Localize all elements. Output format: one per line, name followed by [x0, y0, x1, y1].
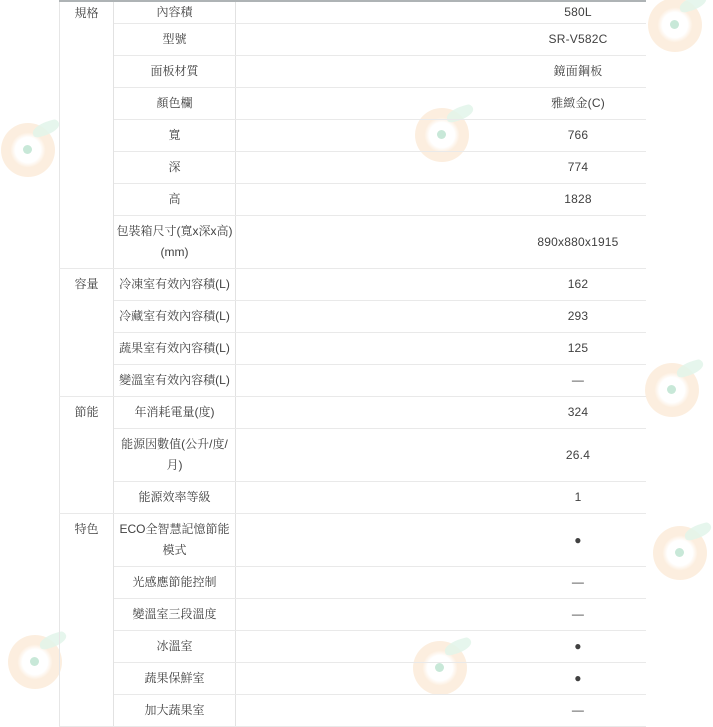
- spec-value-cell: —: [511, 365, 646, 397]
- spec-label-cell: 內容積: [114, 1, 236, 24]
- spec-label-cell: 冷藏室有效內容積(L): [114, 301, 236, 333]
- watermark-leaf-icon: [683, 521, 713, 541]
- store-logo-watermark-icon: [3, 630, 67, 694]
- spec-label-cell: 蔬果保鮮室: [114, 663, 236, 695]
- spec-label-cell: 蔬果室有效內容積(L): [114, 333, 236, 365]
- category-cell: 特色: [60, 514, 114, 727]
- spec-label-cell: 面板材質: [114, 56, 236, 88]
- spec-value-cell: 1828: [511, 184, 646, 216]
- spec-label-cell: 冰溫室: [114, 631, 236, 663]
- store-logo-watermark-icon: [0, 118, 60, 182]
- spec-label-cell: 型號: [114, 24, 236, 56]
- spacer-cell: [236, 1, 511, 24]
- table-row: [60, 56, 646, 88]
- spacer-cell: [236, 88, 511, 120]
- spec-value-cell: 125: [511, 333, 646, 365]
- table-row: [60, 184, 646, 216]
- table-row: [60, 567, 646, 599]
- spec-value-cell: 26.4: [511, 429, 646, 482]
- spec-value-cell: ●: [511, 631, 646, 663]
- table-row: [60, 631, 646, 663]
- spec-value-cell: 293: [511, 301, 646, 333]
- store-logo-watermark-icon: [643, 0, 707, 57]
- category-cell: 容量: [60, 269, 114, 397]
- spec-value-cell: 890x880x1915: [511, 216, 646, 269]
- spacer-cell: [236, 631, 511, 663]
- spec-value-cell: —: [511, 695, 646, 727]
- watermark-dot: [675, 548, 684, 557]
- watermark-dot: [670, 20, 679, 29]
- table-row: [60, 663, 646, 695]
- table-row: [60, 695, 646, 727]
- spec-label-cell: 變溫室三段溫度: [114, 599, 236, 631]
- spacer-cell: [236, 663, 511, 695]
- spacer-cell: [236, 216, 511, 269]
- table-row: [60, 514, 646, 567]
- spec-value-cell: 774: [511, 152, 646, 184]
- spacer-cell: [236, 482, 511, 514]
- watermark-ring: [1, 123, 55, 177]
- spec-value-cell: —: [511, 599, 646, 631]
- watermark-dot: [667, 385, 676, 394]
- watermark-ring: [8, 635, 62, 689]
- table-row: [60, 152, 646, 184]
- table-row: [60, 333, 646, 365]
- table-row: [60, 397, 646, 429]
- spec-table-container: [59, 0, 645, 727]
- store-logo-watermark-icon: [648, 521, 712, 585]
- table-row: [60, 269, 646, 301]
- spec-value-cell: ●: [511, 514, 646, 567]
- spec-value-cell: 324: [511, 397, 646, 429]
- spec-label-cell: 顏色欄: [114, 88, 236, 120]
- spacer-cell: [236, 599, 511, 631]
- spacer-cell: [236, 24, 511, 56]
- spec-value-cell: ●: [511, 663, 646, 695]
- spacer-cell: [236, 695, 511, 727]
- spacer-cell: [236, 56, 511, 88]
- watermark-ring: [653, 526, 707, 580]
- watermark-leaf-icon: [675, 358, 705, 378]
- spacer-cell: [236, 333, 511, 365]
- spec-value-cell: 鏡面鋼板: [511, 56, 646, 88]
- spec-value-cell: 766: [511, 120, 646, 152]
- spec-label-cell: ECO全智慧記憶節能模式: [114, 514, 236, 567]
- spec-value-cell: 580L: [511, 1, 646, 24]
- table-row: [60, 599, 646, 631]
- table-row: [60, 301, 646, 333]
- spec-label-cell: 能源效率等級: [114, 482, 236, 514]
- spec-label-cell: 能源因數值(公升/度/月): [114, 429, 236, 482]
- spec-label-cell: 寬: [114, 120, 236, 152]
- table-row: [60, 24, 646, 56]
- table-row: [60, 1, 646, 24]
- category-cell: 節能: [60, 397, 114, 514]
- watermark-ring: [648, 0, 702, 52]
- spacer-cell: [236, 184, 511, 216]
- store-logo-watermark-icon: [640, 358, 704, 422]
- spec-value-cell: —: [511, 567, 646, 599]
- spacer-cell: [236, 514, 511, 567]
- spacer-cell: [236, 301, 511, 333]
- spacer-cell: [236, 269, 511, 301]
- table-row: [60, 429, 646, 482]
- spacer-cell: [236, 567, 511, 599]
- spec-label-cell: 加大蔬果室: [114, 695, 236, 727]
- spec-label-cell: 光感應節能控制: [114, 567, 236, 599]
- spec-label-cell: 冷凍室有效內容積(L): [114, 269, 236, 301]
- table-row: [60, 120, 646, 152]
- spec-table: [59, 0, 646, 727]
- watermark-dot: [23, 145, 32, 154]
- table-row: [60, 365, 646, 397]
- spec-value-cell: 162: [511, 269, 646, 301]
- table-row: [60, 88, 646, 120]
- spacer-cell: [236, 152, 511, 184]
- spec-label-cell: 高: [114, 184, 236, 216]
- table-row: [60, 482, 646, 514]
- spacer-cell: [236, 397, 511, 429]
- spacer-cell: [236, 365, 511, 397]
- watermark-leaf-icon: [678, 0, 708, 14]
- spec-label-cell: 深: [114, 152, 236, 184]
- category-cell: 規格: [60, 1, 114, 269]
- spec-label-cell: 包裝箱尺寸(寬x深x高)(mm): [114, 216, 236, 269]
- watermark-ring: [645, 363, 699, 417]
- table-row: [60, 216, 646, 269]
- watermark-dot: [30, 657, 39, 666]
- spec-value-cell: 雅緻金(C): [511, 88, 646, 120]
- spec-label-cell: 變溫室有效內容積(L): [114, 365, 236, 397]
- spec-value-cell: SR-V582C: [511, 24, 646, 56]
- spec-label-cell: 年消耗電量(度): [114, 397, 236, 429]
- spec-value-cell: 1: [511, 482, 646, 514]
- spacer-cell: [236, 120, 511, 152]
- spacer-cell: [236, 429, 511, 482]
- watermark-leaf-icon: [31, 118, 61, 138]
